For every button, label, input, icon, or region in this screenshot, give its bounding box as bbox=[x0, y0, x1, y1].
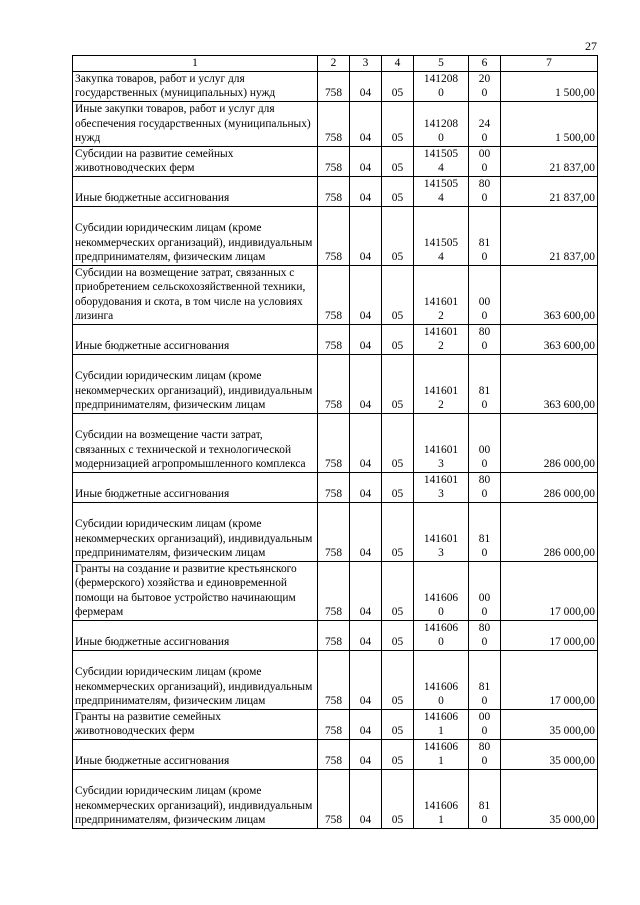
ministry-code-cell: 758 bbox=[318, 769, 350, 828]
expense-type-part2: 0 bbox=[481, 488, 488, 500]
subsection-code-cell: 05 bbox=[382, 709, 414, 739]
subsection-code-cell: 05 bbox=[382, 146, 414, 176]
expense-type-part1: 81 bbox=[478, 384, 491, 397]
target-article-part2: 2 bbox=[438, 310, 444, 322]
section-code-cell: 04 bbox=[350, 739, 382, 769]
expense-type-part1: 80 bbox=[478, 740, 491, 753]
section-code-cell: 04 bbox=[350, 561, 382, 620]
expense-type-part2: 0 bbox=[481, 340, 488, 352]
target-article-part1: 141601 bbox=[423, 532, 459, 545]
subsection-code-cell: 05 bbox=[382, 354, 414, 413]
section-code-cell: 04 bbox=[350, 413, 382, 472]
subsection-code-cell: 05 bbox=[382, 561, 414, 620]
ministry-code-cell: 758 bbox=[318, 561, 350, 620]
table-row bbox=[73, 206, 598, 265]
expense-type-part1: 81 bbox=[478, 236, 491, 249]
expense-name-cell: Иные бюджетные ассигнования bbox=[73, 324, 318, 354]
expense-name-cell: Иные закупки товаров, работ и услуг для обеспечения государственных (муниципальных) нужд bbox=[73, 101, 318, 146]
table-row bbox=[73, 620, 598, 650]
ministry-code-cell: 758 bbox=[318, 709, 350, 739]
target-article-cell bbox=[414, 354, 469, 413]
amount-cell: 1 500,00 bbox=[501, 71, 598, 101]
expense-type-cell bbox=[469, 354, 501, 413]
target-article-cell bbox=[414, 413, 469, 472]
target-article-cell bbox=[414, 769, 469, 828]
target-article-part2: 4 bbox=[438, 251, 444, 263]
table-row bbox=[73, 413, 598, 472]
amount-cell: 17 000,00 bbox=[501, 561, 598, 620]
expense-type-cell bbox=[469, 709, 501, 739]
expense-type-part1: 81 bbox=[478, 532, 491, 545]
ministry-code-cell: 758 bbox=[318, 413, 350, 472]
table-row bbox=[73, 709, 598, 739]
expense-type-part2: 0 bbox=[481, 458, 488, 470]
expense-name-cell: Субсидии юридическим лицам (кроме некоммерческих организаций), индивидуальным предпринимателям, физическим лицам bbox=[73, 502, 318, 561]
column-header: 7 bbox=[501, 56, 598, 72]
amount-cell: 21 837,00 bbox=[501, 176, 598, 206]
section-code-cell: 04 bbox=[350, 206, 382, 265]
target-article-part1: 141601 bbox=[423, 295, 459, 308]
expense-type-part2: 0 bbox=[481, 251, 488, 263]
expense-name-cell: Субсидии юридическим лицам (кроме некоммерческих организаций), индивидуальным предпринимателям, физическим лицам bbox=[73, 206, 318, 265]
expense-name-cell: Субсидии на возмещение затрат, связанных с приобретением сельскохозяйственной техники, оборудования и скота, в том числе на условиях лизинга bbox=[73, 265, 318, 324]
section-code-cell: 04 bbox=[350, 620, 382, 650]
ministry-code-cell: 758 bbox=[318, 354, 350, 413]
section-code-cell: 04 bbox=[350, 709, 382, 739]
section-code-cell: 04 bbox=[350, 354, 382, 413]
target-article-part2: 3 bbox=[438, 458, 444, 470]
expense-type-part1: 20 bbox=[478, 72, 491, 85]
table-row bbox=[73, 265, 598, 324]
target-article-cell bbox=[414, 561, 469, 620]
ministry-code-cell: 758 bbox=[318, 324, 350, 354]
expense-name-cell: Субсидии юридическим лицам (кроме некоммерческих организаций), индивидуальным предпринимателям, физическим лицам bbox=[73, 354, 318, 413]
amount-cell: 1 500,00 bbox=[501, 101, 598, 146]
subsection-code-cell: 05 bbox=[382, 176, 414, 206]
subsection-code-cell: 05 bbox=[382, 620, 414, 650]
subsection-code-cell: 05 bbox=[382, 71, 414, 101]
expense-type-part2: 0 bbox=[481, 725, 488, 737]
amount-cell: 363 600,00 bbox=[501, 324, 598, 354]
expense-type-part2: 0 bbox=[481, 695, 488, 707]
expense-type-part1: 80 bbox=[478, 177, 491, 190]
subsection-code-cell: 05 bbox=[382, 413, 414, 472]
target-article-cell bbox=[414, 502, 469, 561]
section-code-cell: 04 bbox=[350, 650, 382, 709]
amount-cell: 17 000,00 bbox=[501, 650, 598, 709]
expense-name-cell: Гранты на создание и развитие крестьянского (фермерского) хозяйства и единовременной помощи на бытовое устройство начинающим фермерам bbox=[73, 561, 318, 620]
target-article-part1: 141601 bbox=[423, 443, 459, 456]
section-code-cell: 04 bbox=[350, 472, 382, 502]
target-article-cell bbox=[414, 146, 469, 176]
amount-cell: 286 000,00 bbox=[501, 472, 598, 502]
ministry-code-cell: 758 bbox=[318, 206, 350, 265]
section-code-cell: 04 bbox=[350, 71, 382, 101]
subsection-code-cell: 05 bbox=[382, 650, 414, 709]
ministry-code-cell: 758 bbox=[318, 146, 350, 176]
target-article-cell bbox=[414, 71, 469, 101]
subsection-code-cell: 05 bbox=[382, 101, 414, 146]
ministry-code-cell: 758 bbox=[318, 265, 350, 324]
expense-type-cell bbox=[469, 739, 501, 769]
amount-cell: 35 000,00 bbox=[501, 709, 598, 739]
expense-type-cell bbox=[469, 71, 501, 101]
target-article-part1: 141606 bbox=[423, 799, 459, 812]
expense-type-cell bbox=[469, 413, 501, 472]
expense-name-cell: Иные бюджетные ассигнования bbox=[73, 739, 318, 769]
expense-type-part2: 0 bbox=[481, 132, 488, 144]
ministry-code-cell: 758 bbox=[318, 739, 350, 769]
section-code-cell: 04 bbox=[350, 146, 382, 176]
expense-type-part2: 0 bbox=[481, 636, 488, 648]
expense-name-cell: Иные бюджетные ассигнования bbox=[73, 176, 318, 206]
expense-type-part1: 80 bbox=[478, 621, 491, 634]
section-code-cell: 04 bbox=[350, 502, 382, 561]
subsection-code-cell: 05 bbox=[382, 265, 414, 324]
subsection-code-cell: 05 bbox=[382, 769, 414, 828]
expense-type-cell bbox=[469, 206, 501, 265]
table-row bbox=[73, 176, 598, 206]
target-article-part1: 141601 bbox=[423, 384, 459, 397]
expense-type-part2: 0 bbox=[481, 606, 488, 618]
target-article-part2: 0 bbox=[438, 636, 444, 648]
expense-name-cell: Иные бюджетные ассигнования bbox=[73, 472, 318, 502]
table-row bbox=[73, 650, 598, 709]
expense-name-cell: Гранты на развитие семейных животноводческих ферм bbox=[73, 709, 318, 739]
target-article-part1: 141601 bbox=[423, 473, 459, 486]
target-article-part1: 141208 bbox=[423, 117, 459, 130]
expense-type-part2: 0 bbox=[481, 87, 488, 99]
target-article-part2: 1 bbox=[438, 814, 444, 826]
table-row bbox=[73, 502, 598, 561]
table-row bbox=[73, 101, 598, 146]
expense-type-cell bbox=[469, 146, 501, 176]
table-row bbox=[73, 146, 598, 176]
expense-type-cell bbox=[469, 769, 501, 828]
target-article-part2: 1 bbox=[438, 725, 444, 737]
table-row bbox=[73, 354, 598, 413]
expense-type-part2: 0 bbox=[481, 162, 488, 174]
expense-name-cell: Закупка товаров, работ и услуг для государственных (муниципальных) нужд bbox=[73, 71, 318, 101]
ministry-code-cell: 758 bbox=[318, 101, 350, 146]
expense-type-cell bbox=[469, 502, 501, 561]
expense-type-part2: 0 bbox=[481, 547, 488, 559]
target-article-part1: 141606 bbox=[423, 591, 459, 604]
amount-cell: 35 000,00 bbox=[501, 739, 598, 769]
amount-cell: 286 000,00 bbox=[501, 413, 598, 472]
target-article-cell bbox=[414, 472, 469, 502]
target-article-part1: 141505 bbox=[423, 177, 459, 190]
subsection-code-cell: 05 bbox=[382, 502, 414, 561]
target-article-part2: 3 bbox=[438, 547, 444, 559]
amount-cell: 21 837,00 bbox=[501, 206, 598, 265]
target-article-part2: 2 bbox=[438, 340, 444, 352]
expense-type-part2: 0 bbox=[481, 192, 488, 204]
expense-type-part1: 00 bbox=[478, 147, 491, 160]
amount-cell: 286 000,00 bbox=[501, 502, 598, 561]
target-article-part1: 141606 bbox=[423, 740, 459, 753]
target-article-cell bbox=[414, 620, 469, 650]
ministry-code-cell: 758 bbox=[318, 472, 350, 502]
column-header: 2 bbox=[318, 56, 350, 72]
table-header-row bbox=[73, 56, 598, 72]
target-article-part2: 0 bbox=[438, 87, 444, 99]
expense-type-cell bbox=[469, 561, 501, 620]
subsection-code-cell: 05 bbox=[382, 206, 414, 265]
target-article-part1: 141606 bbox=[423, 680, 459, 693]
amount-cell: 363 600,00 bbox=[501, 354, 598, 413]
target-article-part1: 141601 bbox=[423, 325, 459, 338]
subsection-code-cell: 05 bbox=[382, 472, 414, 502]
ministry-code-cell: 758 bbox=[318, 176, 350, 206]
target-article-cell bbox=[414, 206, 469, 265]
expense-type-part2: 0 bbox=[481, 310, 488, 322]
target-article-part2: 3 bbox=[438, 488, 444, 500]
target-article-part2: 1 bbox=[438, 755, 444, 767]
expense-type-part1: 00 bbox=[478, 591, 491, 604]
target-article-part2: 0 bbox=[438, 132, 444, 144]
target-article-cell bbox=[414, 650, 469, 709]
ministry-code-cell: 758 bbox=[318, 650, 350, 709]
expense-type-part1: 00 bbox=[478, 443, 491, 456]
expense-type-part1: 00 bbox=[478, 710, 491, 723]
expense-name-cell: Иные бюджетные ассигнования bbox=[73, 620, 318, 650]
column-header: 4 bbox=[382, 56, 414, 72]
section-code-cell: 04 bbox=[350, 265, 382, 324]
ministry-code-cell: 758 bbox=[318, 620, 350, 650]
expense-name-cell: Субсидии на развитие семейных животноводческих ферм bbox=[73, 146, 318, 176]
expense-type-part1: 80 bbox=[478, 473, 491, 486]
ministry-code-cell: 758 bbox=[318, 71, 350, 101]
expense-type-cell bbox=[469, 472, 501, 502]
target-article-part1: 141505 bbox=[423, 147, 459, 160]
expense-type-part1: 81 bbox=[478, 799, 491, 812]
expense-type-part1: 81 bbox=[478, 680, 491, 693]
amount-cell: 21 837,00 bbox=[501, 146, 598, 176]
budget-table bbox=[72, 55, 598, 829]
target-article-part2: 0 bbox=[438, 606, 444, 618]
subsection-code-cell: 05 bbox=[382, 324, 414, 354]
table-row bbox=[73, 739, 598, 769]
amount-cell: 363 600,00 bbox=[501, 265, 598, 324]
target-article-cell bbox=[414, 324, 469, 354]
amount-cell: 17 000,00 bbox=[501, 620, 598, 650]
expense-type-cell bbox=[469, 176, 501, 206]
target-article-part1: 141606 bbox=[423, 710, 459, 723]
expense-type-part1: 80 bbox=[478, 325, 491, 338]
target-article-part2: 0 bbox=[438, 695, 444, 707]
amount-cell: 35 000,00 bbox=[501, 769, 598, 828]
expense-type-part2: 0 bbox=[481, 814, 488, 826]
section-code-cell: 04 bbox=[350, 769, 382, 828]
expense-type-cell bbox=[469, 650, 501, 709]
target-article-cell bbox=[414, 739, 469, 769]
expense-name-cell: Субсидии юридическим лицам (кроме некоммерческих организаций), индивидуальным предпринимателям, физическим лицам bbox=[73, 650, 318, 709]
table-row bbox=[73, 324, 598, 354]
expense-type-part1: 24 bbox=[478, 117, 491, 130]
table-row bbox=[73, 71, 598, 101]
section-code-cell: 04 bbox=[350, 101, 382, 146]
target-article-part1: 141505 bbox=[423, 236, 459, 249]
target-article-cell bbox=[414, 101, 469, 146]
column-header: 6 bbox=[469, 56, 501, 72]
expense-type-cell bbox=[469, 265, 501, 324]
subsection-code-cell: 05 bbox=[382, 739, 414, 769]
target-article-part2: 4 bbox=[438, 192, 444, 204]
expense-name-cell: Субсидии юридическим лицам (кроме некоммерческих организаций), индивидуальным предпринимателям, физическим лицам bbox=[73, 769, 318, 828]
target-article-cell bbox=[414, 265, 469, 324]
expense-type-cell bbox=[469, 620, 501, 650]
ministry-code-cell: 758 bbox=[318, 502, 350, 561]
expense-type-part2: 0 bbox=[481, 755, 488, 767]
target-article-part1: 141208 bbox=[423, 72, 459, 85]
target-article-part1: 141606 bbox=[423, 621, 459, 634]
expense-name-cell: Субсидии на возмещение части затрат, связанных с технической и технологической модернизацией агропромышленного комплекса bbox=[73, 413, 318, 472]
section-code-cell: 04 bbox=[350, 324, 382, 354]
table-row bbox=[73, 769, 598, 828]
expense-type-cell bbox=[469, 101, 501, 146]
column-header: 3 bbox=[350, 56, 382, 72]
expense-type-cell bbox=[469, 324, 501, 354]
page-number: 27 bbox=[585, 39, 597, 53]
section-code-cell: 04 bbox=[350, 176, 382, 206]
target-article-cell bbox=[414, 176, 469, 206]
column-header: 5 bbox=[414, 56, 469, 72]
target-article-part2: 4 bbox=[438, 162, 444, 174]
expense-type-part1: 00 bbox=[478, 295, 491, 308]
target-article-part2: 2 bbox=[438, 399, 444, 411]
expense-type-part2: 0 bbox=[481, 399, 488, 411]
target-article-cell bbox=[414, 709, 469, 739]
column-header: 1 bbox=[73, 56, 318, 72]
table-row bbox=[73, 472, 598, 502]
table-row bbox=[73, 561, 598, 620]
